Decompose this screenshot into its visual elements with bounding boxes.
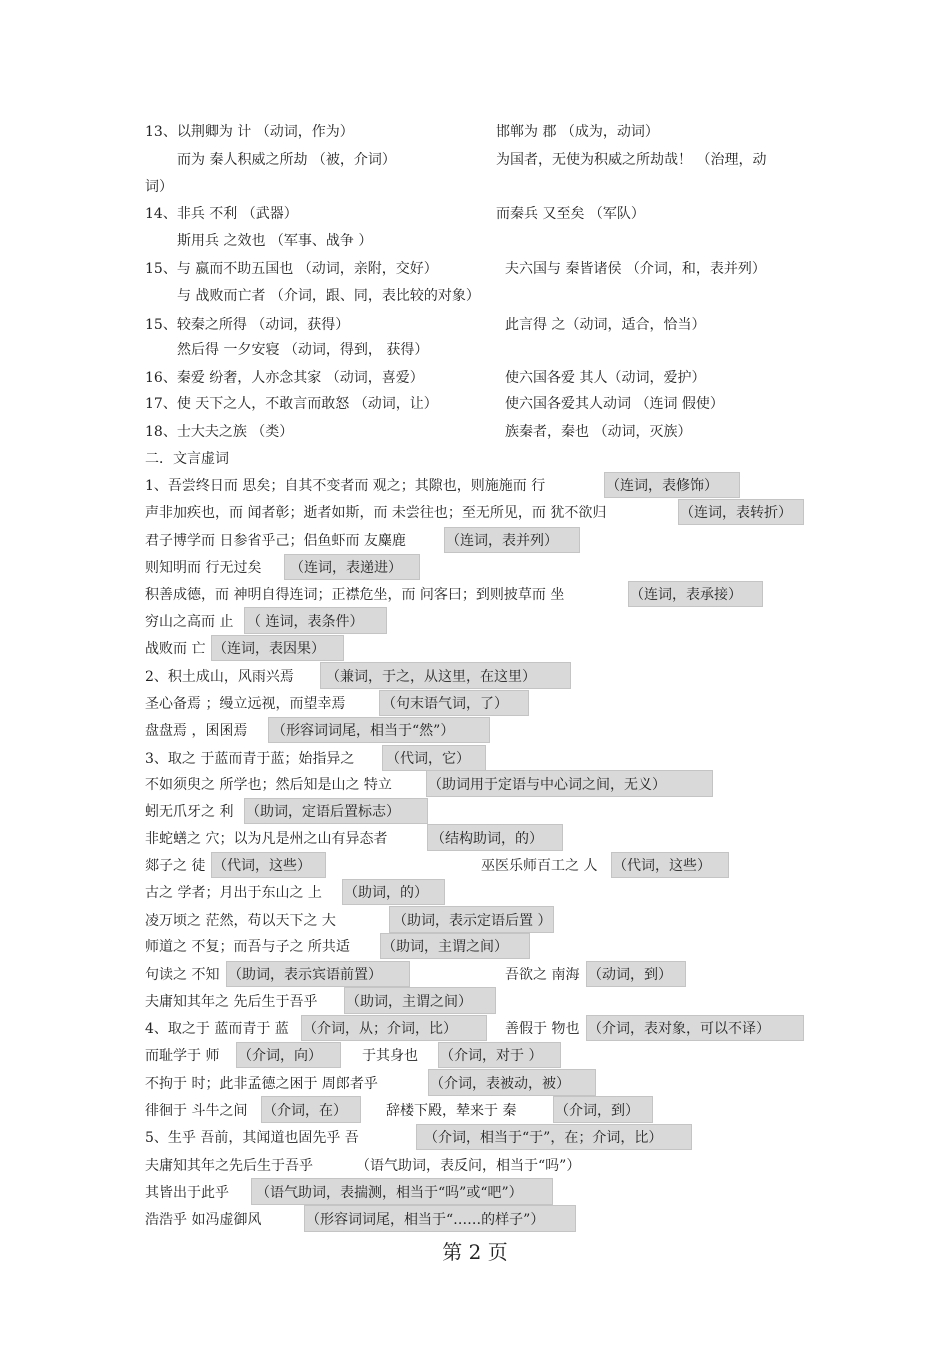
xuci-note: （连词，表递进） — [290, 560, 402, 576]
xuci-note: （助词，表示定语后置 ） — [393, 913, 552, 929]
xuci-row: 战败而 亡 — [145, 641, 206, 657]
xuci-note: （连词，表转折） — [680, 505, 792, 521]
xuci-note: （连词，表因果） — [213, 641, 325, 657]
xuci-note: （介词，向） — [238, 1048, 322, 1064]
xuci-row: 积善成德，而 神明自得连词；正襟危坐，而 问客曰；到则披草而 坐 — [145, 587, 565, 603]
xuci-row-right: 吾欲之 南海 — [505, 967, 580, 983]
xuci-note: （连词，表修饰） — [606, 478, 718, 494]
xuci-note: （结构助词，的） — [431, 831, 543, 847]
xuci-row: 师道之 不复；而吾与子之 所共适 — [145, 939, 350, 955]
entry-15c-right: 此言得 之（动词，适合，恰当） — [505, 317, 706, 333]
xuci-note-right: （介词，对于 ） — [440, 1048, 543, 1064]
entry-16-left: 16、秦爱 纷奢，人亦念其家 （动词，喜爱） — [145, 370, 424, 386]
xuci-row: 凌万顷之 茫然，苟以天下之 大 — [145, 913, 336, 929]
xuci-note: （助词，表示宾语前置） — [228, 967, 382, 983]
xuci-note: （介词，在） — [263, 1103, 347, 1119]
entry-13c: 词） — [145, 179, 173, 195]
xuci-row: 不拘于 时；此非孟德之困于 周郎者乎 — [145, 1076, 378, 1092]
xuci-row: 郯子之 徒 — [145, 858, 206, 874]
xuci-note: （助词，的） — [344, 885, 428, 901]
entry-15-right: 夫六国与 秦皆诸侯 （介词，和，表并列） — [505, 261, 766, 277]
xuci-row-right: 于其身也 — [362, 1048, 418, 1064]
xuci-row: 盘盘焉 ，囷囷焉 — [145, 723, 248, 739]
xuci-note: （代词，它） — [386, 751, 470, 767]
xuci-row-right: 巫医乐师百工之 人 — [481, 858, 598, 874]
xuci-note: （形容词词尾，相当于“然”） — [272, 723, 455, 739]
xuci-note-right: （介词，表对象，可以不译） — [588, 1021, 770, 1037]
xuci-note: （介词，表被动，被） — [430, 1076, 570, 1092]
xuci-note: （形容词词尾，相当于“……的样子”） — [306, 1212, 545, 1228]
xuci-row: 非蛇蟮之 穴；以为凡是州之山有异态者 — [145, 831, 388, 847]
xuci-row: 浩浩乎 如冯虚御风 — [145, 1212, 262, 1228]
xuci-note: （语气助词，表反问，相当于“吗”） — [356, 1158, 581, 1174]
xuci-row-right: 善假于 物也 — [505, 1021, 580, 1037]
xuci-row: 君子博学而 日参省乎己；侣鱼虾而 友麋鹿 — [145, 533, 406, 549]
xuci-note-right: （代词，这些） — [613, 858, 711, 874]
xuci-note: （介词，相当于“于”，在；介词，比） — [424, 1130, 663, 1146]
xuci-note: （助词，主谓之间） — [346, 994, 472, 1010]
xuci-row: 不如须臾之 所学也；然后知是山之 特立 — [145, 777, 392, 793]
xuci-row: 夫庸知其年之先后生于吾乎 — [145, 1158, 313, 1174]
xuci-note: （介词，从；介词，比） — [303, 1021, 457, 1037]
entry-13-left: 13、以荆卿为 计 （动词，作为） — [145, 124, 354, 140]
entry-18-left: 18、士大夫之族 （类） — [145, 424, 294, 440]
xuci-row: 1、吾尝终日而 思矣；自其不变者而 观之；其隙也，则施施而 行 — [145, 478, 546, 494]
entry-13b-left: 而为 秦人积威之所劫 （被，介词） — [177, 152, 396, 168]
xuci-note-right: （动词，到） — [588, 967, 672, 983]
entry-17-left: 17、使 天下之人，不敢言而敢怒 （动词，让） — [145, 396, 438, 412]
xuci-note: （代词，这些） — [213, 858, 311, 874]
xuci-row: 圣心备焉 ；缦立远视，而望幸焉 — [145, 696, 346, 712]
xuci-note: （助词用于定语与中心词之间，无义） — [428, 777, 666, 793]
xuci-row: 5、生乎 吾前，其闻道也固先乎 吾 — [145, 1130, 359, 1146]
entry-13b-right: 为国者，无使为积威之所劫哉！ （治理，动 — [496, 152, 767, 168]
entry-15c-left: 15、较秦之所得 （动词，获得） — [145, 317, 350, 333]
xuci-row: 3、取之 于蓝而青于蓝；始指异之 — [145, 751, 355, 767]
entry-16-right: 使六国各爱 其人（动词，爱护） — [505, 370, 706, 386]
xuci-row: 句读之 不知 — [145, 967, 220, 983]
xuci-row: 则知明而 行无过矣 — [145, 560, 262, 576]
xuci-row: 夫庸知其年之 先后生于吾乎 — [145, 994, 318, 1010]
entry-13-right: 邯郸为 郡 （成为，动词） — [496, 124, 659, 140]
xuci-row: 2、积土成山，风雨兴焉 — [145, 669, 294, 685]
xuci-row-right: 辞楼下殿，辇来于 秦 — [386, 1103, 517, 1119]
xuci-note: （助词，主谓之间） — [382, 939, 508, 955]
xuci-row: 徘徊于 斗牛之间 — [145, 1103, 248, 1119]
page-number: 第 2 页 — [442, 1240, 508, 1264]
xuci-note: （句末语气词，了） — [382, 696, 508, 712]
section-heading: 二．文言虚词 — [145, 451, 229, 467]
xuci-row: 声非加疾也，而 闻者彰；逝者如斯，而 未尝往也；至无所见，而 犹不欲归 — [145, 505, 607, 521]
xuci-row: 蚓无爪牙之 利 — [145, 804, 234, 820]
xuci-row: 4、取之于 蓝而青于 蓝 — [145, 1021, 289, 1037]
xuci-note: （连词，表并列） — [446, 533, 558, 549]
xuci-note: （连词，表承接） — [630, 587, 742, 603]
entry-18-right: 族秦者，秦也 （动词，灭族） — [505, 424, 692, 440]
entry-15b: 与 战败而亡者 （介词，跟、同，表比较的对象） — [177, 288, 480, 304]
xuci-note: （ 连词，表条件） — [247, 614, 364, 630]
xuci-note: （兼词，于之，从这里，在这里） — [326, 669, 536, 685]
entry-14-left: 14、非兵 不利 （武器） — [145, 206, 298, 222]
entry-15d: 然后得 一夕安寝 （动词，得到， 获得） — [177, 342, 429, 358]
xuci-row: 穷山之高而 止 — [145, 614, 234, 630]
xuci-note: （助词，定语后置标志） — [246, 804, 400, 820]
entry-15-left: 15、与 嬴而不助五国也 （动词，亲附，交好） — [145, 261, 438, 277]
entry-14-right: 而秦兵 又至矣 （军队） — [496, 206, 645, 222]
entry-17-right: 使六国各爱其人动词 （连词 假使） — [505, 396, 724, 412]
xuci-row: 而耻学于 师 — [145, 1048, 220, 1064]
entry-14b: 斯用兵 之效也 （军事、战争 ） — [177, 233, 373, 249]
xuci-note: （语气助词，表揣测，相当于“吗”或“吧”） — [256, 1185, 523, 1201]
xuci-row: 其皆出于此乎 — [145, 1185, 229, 1201]
xuci-note-right: （介词，到） — [555, 1103, 639, 1119]
xuci-row: 古之 学者；月出于东山之 上 — [145, 885, 322, 901]
